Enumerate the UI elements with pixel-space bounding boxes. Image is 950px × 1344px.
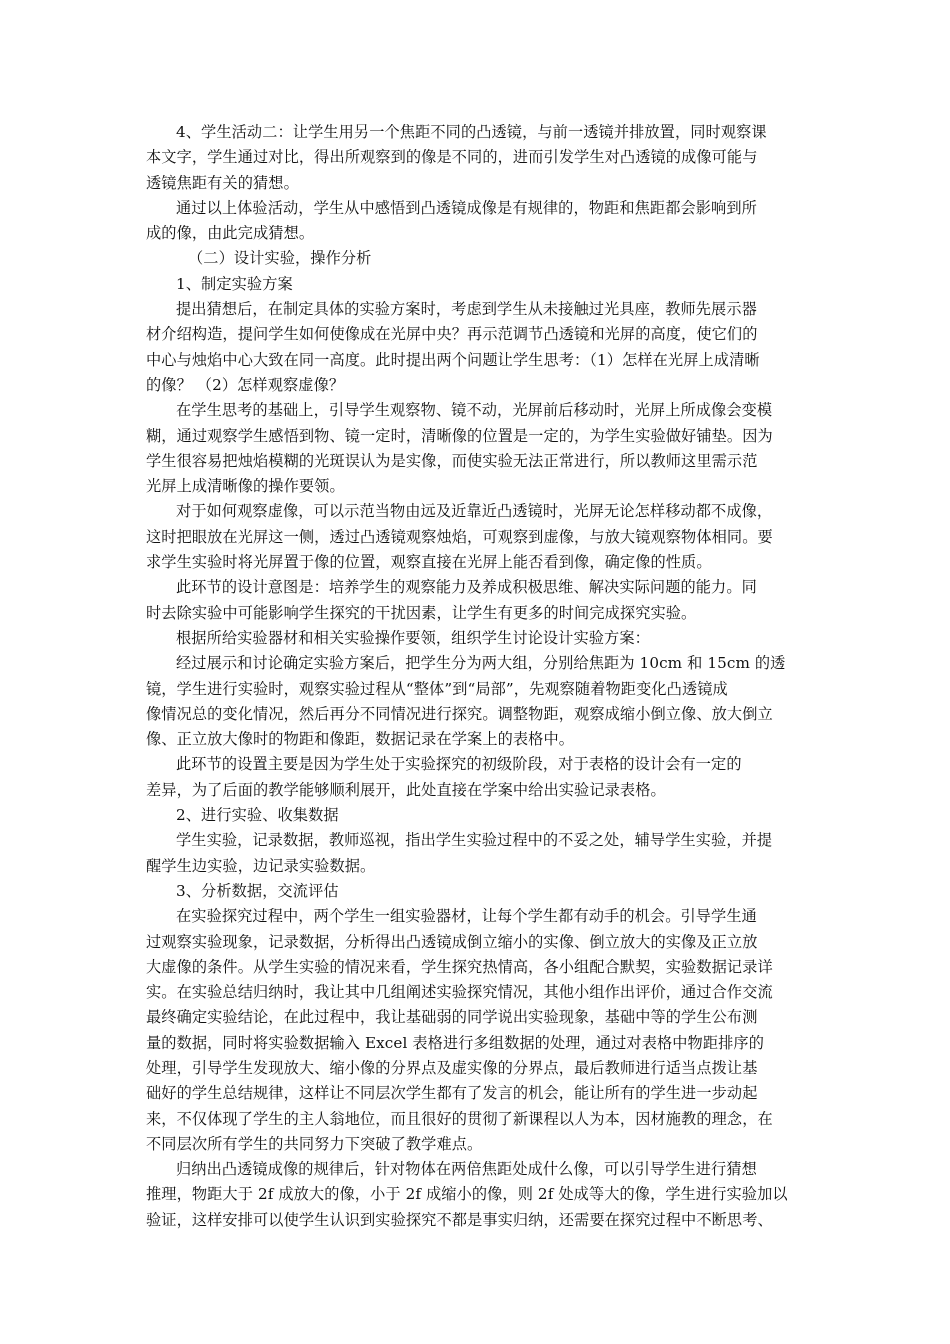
text-line: 光屏上成清晰像的操作要领。 — [146, 477, 345, 496]
text-line: 在学生思考的基础上，引导学生观察物、镜不动，光屏前后移动时，光屏上所成像会变模 — [176, 401, 773, 420]
text-line: 量的数据，同时将实验数据输入 Excel 表格进行多组数据的处理，通过对表格中物距排序的 — [146, 1033, 764, 1052]
text-line: 经过展示和讨论确定实验方案后，把学生分为两大组，分别给焦距为 10cm 和 15cm 的透 — [176, 654, 786, 673]
text-line: 大虚像的条件。从学生实验的情况来看，学生探究热情高，各小组配合默契，实验数据记录详 — [146, 957, 773, 976]
text-line: 这时把眼放在光屏这一侧，透过凸透镜观察烛焰，可观察到虚像，与放大镜观察物体相同。要 — [146, 527, 773, 546]
text-line: 像情况总的变化情况，然后再分不同情况进行探究。调整物距，观察成缩小倒立像、放大倒立 — [146, 704, 773, 723]
text-line: 糊，通过观察学生感悟到物、镜一定时，清晰像的位置是一定的，为学生实验做好铺垫。因为 — [146, 426, 773, 445]
text-line: 本文字，学生通过对比，得出所观察到的像是不同的，进而引发学生对凸透镜的成像可能与 — [146, 148, 758, 167]
text-line: 差异，为了后面的教学能够顺利展开，此处直接在学案中给出实验记录表格。 — [146, 780, 666, 799]
text-line: 4、学生活动二：让学生用另一个焦距不同的凸透镜，与前一透镜并排放置，同时观察课 — [176, 123, 767, 141]
text-line: 过观察实验现象，记录数据，分析得出凸透镜成倒立缩小的实像、倒立放大的实像及正立放 — [146, 932, 758, 951]
text-line: 2、进行实验、收集数据 — [176, 806, 339, 825]
text-line: 处理，引导学生发现放大、缩小像的分界点及虚实像的分界点，最后教师进行适当点拨让基 — [146, 1058, 758, 1077]
text-line: 像、正立放大像时的物距和像距，数据记录在学案上的表格中。 — [146, 730, 575, 749]
text-line: 验证，这样安排可以使学生认识到实验探究不都是事实归纳，还需要在探究过程中不断思考、 — [146, 1210, 773, 1229]
text-line: 中心与烛焰中心大致在同一高度。此时提出两个问题让学生思考：（1）怎样在光屏上成清晰 — [146, 350, 760, 369]
text-line: 在实验探究过程中，两个学生一组实验器材，让每个学生都有动手的机会。引导学生通 — [176, 907, 757, 926]
text-line: 推理，物距大于 2f 成放大的像，小于 2f 成缩小的像，则 2f 处成等大的像，学生进行实验加以 — [146, 1185, 788, 1204]
text-line: 学生实验，记录数据，教师巡视，指出学生实验过程中的不妥之处，辅导学生实验，并提 — [176, 831, 773, 850]
text-line: 学生很容易把烛焰模糊的光斑误认为是实像，而使实验无法正常进行，所以教师这里需示范 — [146, 451, 758, 470]
section-heading: （二）设计实验，操作分析 — [188, 249, 372, 268]
text-line: 醒学生边实验，边记录实验数据。 — [146, 856, 376, 875]
text-line: 提出猜想后，在制定具体的实验方案时，考虑到学生从未接触过光具座，教师先展示器 — [176, 300, 757, 319]
text-line: 通过以上体验活动，学生从中感悟到凸透镜成像是有规律的，物距和焦距都会影响到所 — [176, 198, 757, 217]
text-line: 实。在实验总结归纳时，我让其中几组阐述实验探究情况，其他小组作出评价，通过合作交流 — [146, 983, 773, 1002]
text-line: 3、分析数据，交流评估 — [176, 881, 339, 900]
text-line: 1、制定实验方案 — [176, 274, 293, 293]
document-body — [146, 120, 814, 1233]
text-line: 根据所给实验器材和相关实验操作要领，组织学生讨论设计实验方案： — [176, 628, 650, 647]
text-line: 此环节的设计意图是：培养学生的观察能力及养成积极思维、解决实际问题的能力。同 — [176, 578, 757, 597]
text-line: 归纳出凸透镜成像的规律后，针对物体在两倍焦距处成什么像，可以引导学生进行猜想 — [176, 1160, 757, 1179]
text-line: 透镜焦距有关的猜想。 — [146, 173, 299, 192]
text-line: 来，不仅体现了学生的主人翁地位，而且很好的贯彻了新课程以人为本，因材施教的理念，在 — [146, 1109, 773, 1128]
text-line: 的像？ （2）怎样观察虚像？ — [146, 375, 345, 394]
text-line: 成的像，由此完成猜想。 — [146, 224, 315, 243]
text-line: 求学生实验时将光屏置于像的位置，观察直接在光屏上能否看到像，确定像的性质。 — [146, 553, 712, 572]
text-line: 对于如何观察虚像，可以示范当物由远及近靠近凸透镜时，光屏无论怎样移动都不成像， — [176, 502, 773, 521]
text-line: 础好的学生总结规律，这样让不同层次学生都有了发言的机会，能让所有的学生进一步动起 — [146, 1084, 758, 1103]
text-line: 材介绍构造，提问学生如何使像成在光屏中央？再示范调节凸透镜和光屏的高度，使它们的 — [146, 325, 758, 344]
text-line: 时去除实验中可能影响学生探究的干扰因素，让学生有更多的时间完成探究实验。 — [146, 603, 697, 622]
text-line: 此环节的设置主要是因为学生处于实验探究的初级阶段，对于表格的设计会有一定的 — [176, 755, 742, 774]
text-line: 不同层次所有学生的共同努力下突破了教学难点。 — [146, 1134, 483, 1153]
text-line: 最终确定实验结论，在此过程中，我让基础弱的同学说出实验现象，基础中等的学生公布测 — [146, 1008, 758, 1027]
text-line: 镜，学生进行实验时，观察实验过程从“整体”到“局部”，先观察随着物距变化凸透镜成 — [146, 679, 728, 698]
